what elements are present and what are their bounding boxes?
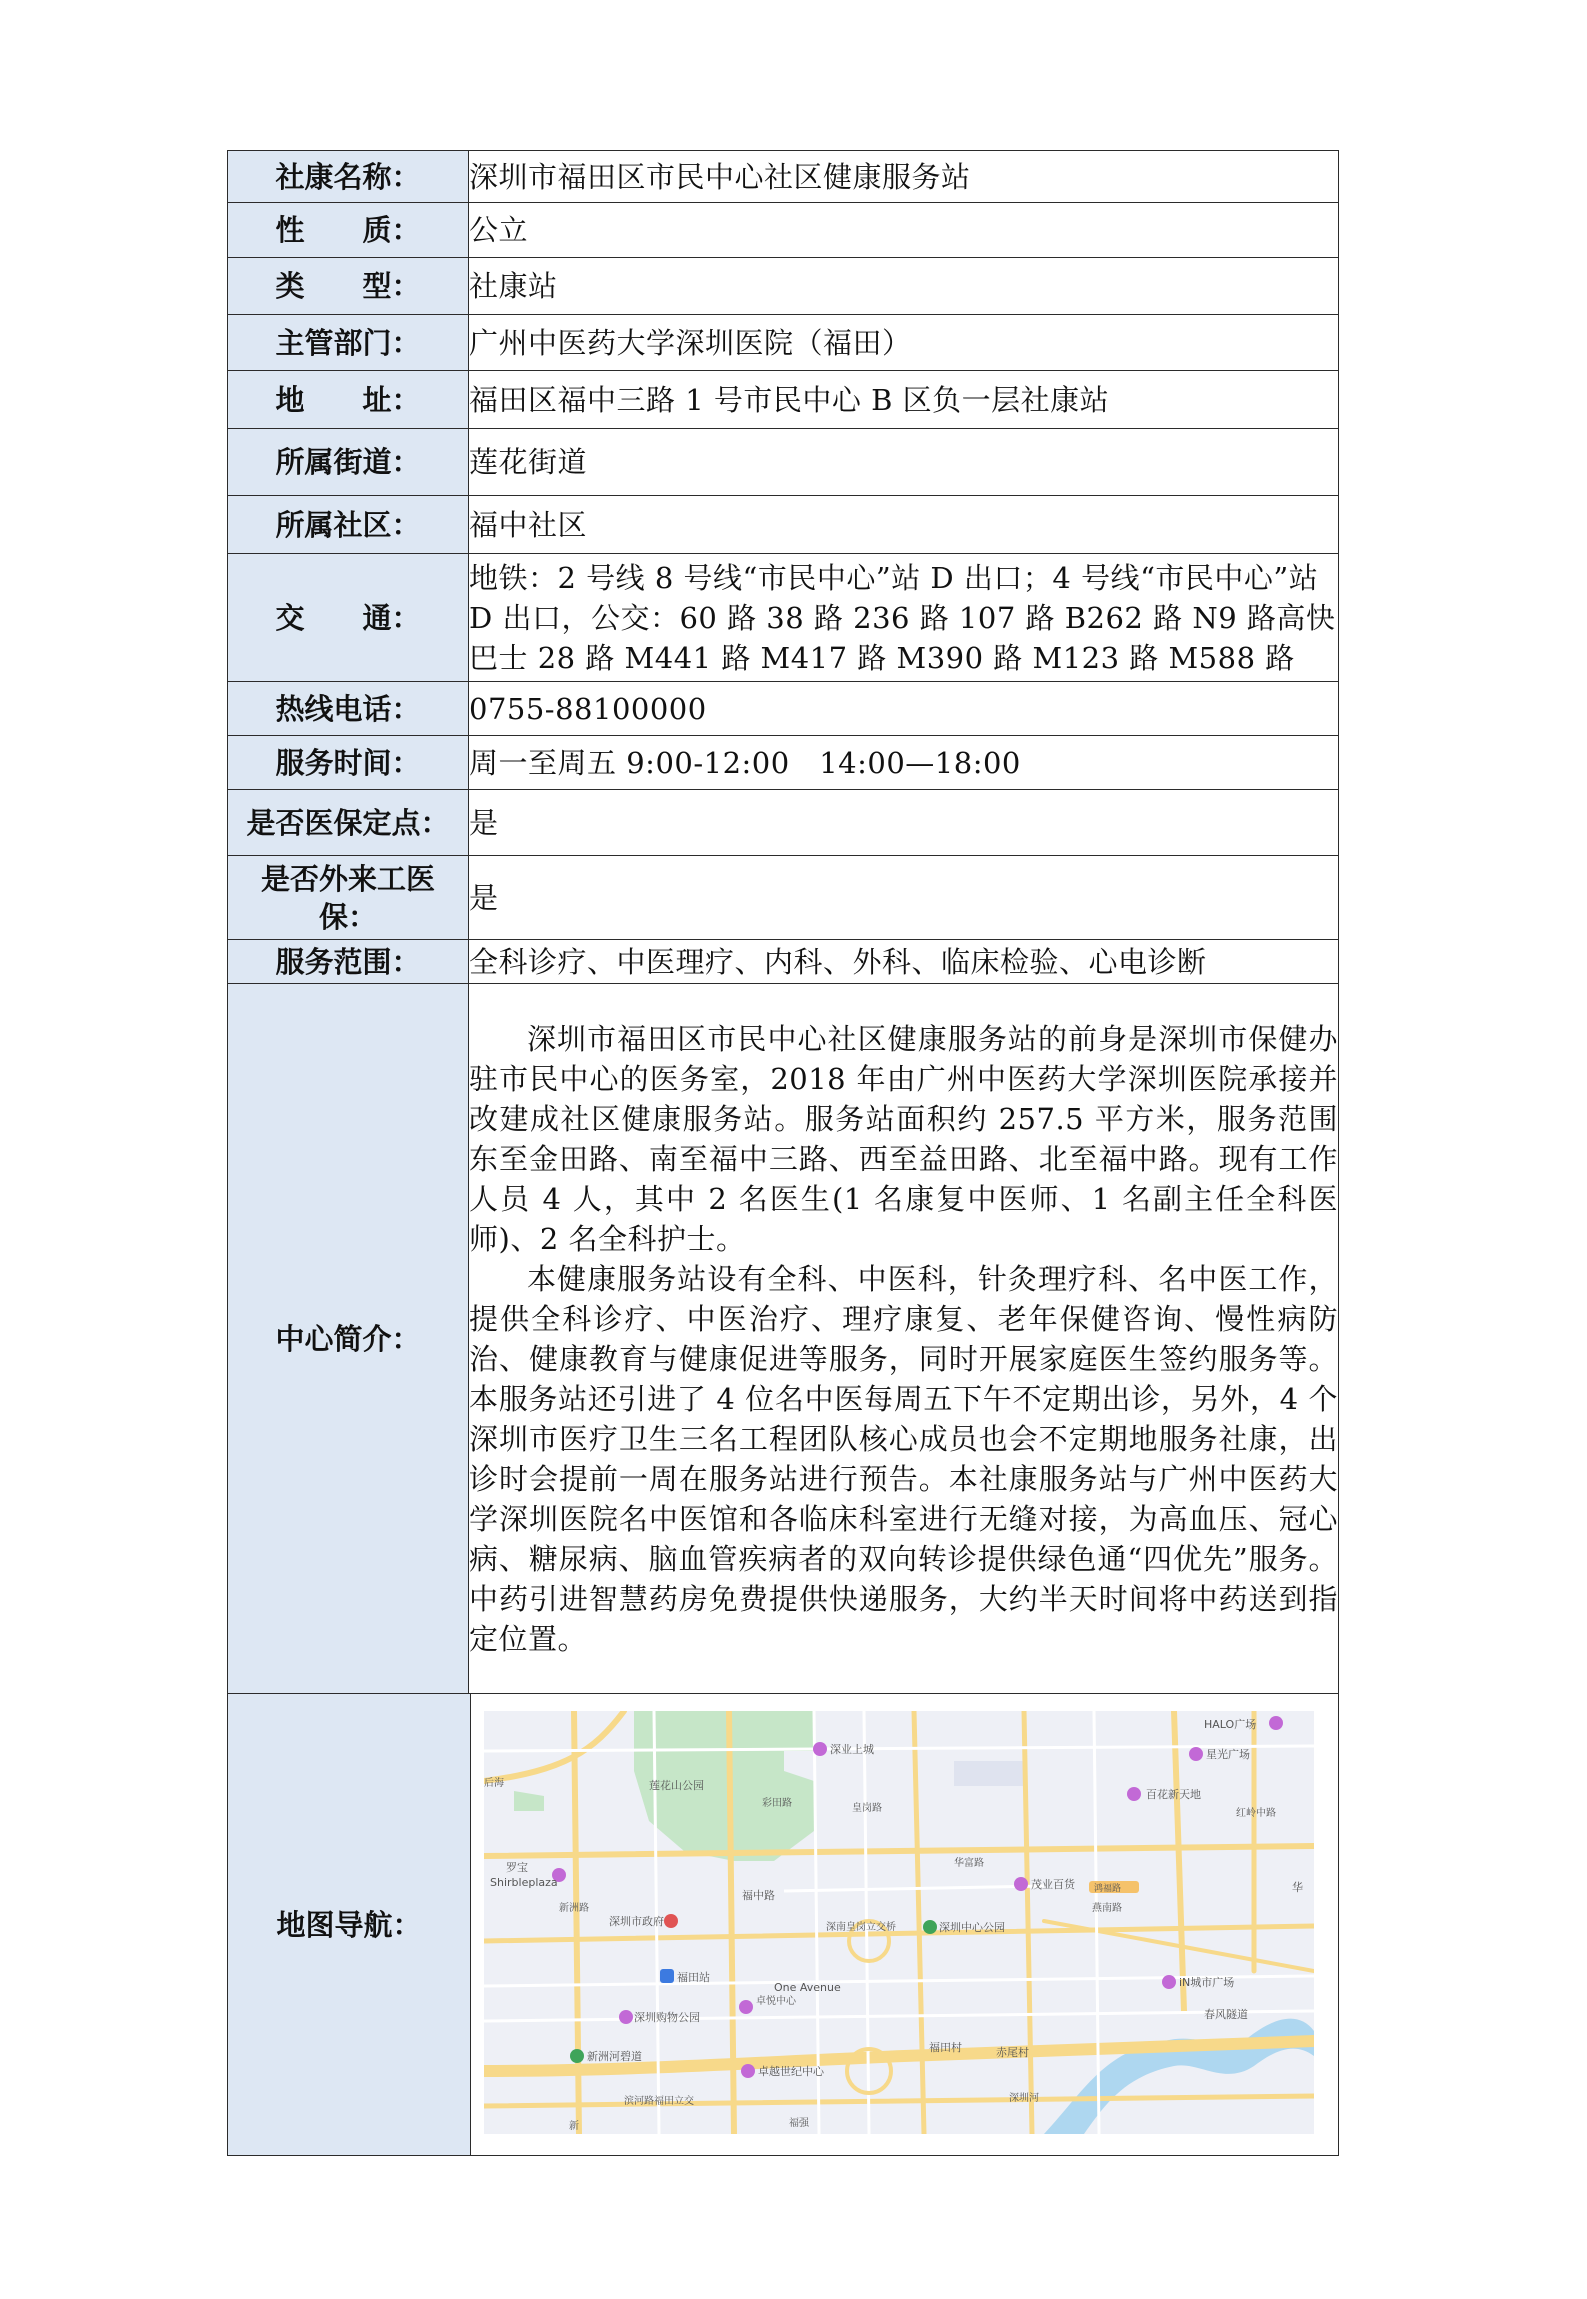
row-intro [228,984,1339,1694]
label-traffic: 交 通： [228,554,469,682]
value-insurance: 是 [469,790,1339,856]
map-label-halo: HALO广场 [1204,1718,1257,1731]
label-street: 所属街道： [228,429,469,496]
map-label-shenzhenhe: 深圳河 [1009,2093,1039,2104]
label-insurance: 是否医保定点： [228,790,469,856]
label-dept: 主管部门： [228,315,469,371]
value-address: 福田区福中三路 1 号市民中心 B 区负一层社康站 [469,371,1339,429]
map-label-chiwei: 赤尾村 [996,2046,1029,2059]
map-label-shopping: 深圳购物公园 [634,2011,700,2024]
map-label-hutian: 华 [1292,1881,1303,1894]
row-migrant [228,856,1339,940]
value-name: 深圳市福田区市民中心社区健康服务站 [469,151,1339,203]
label-intro: 中心简介： [228,984,469,1694]
map-label-caitian: 彩田路 [762,1798,792,1809]
row-nature [228,203,1339,258]
value-nature: 公立 [469,203,1339,258]
map-label-shenye: 深业上城 [830,1743,874,1756]
value-hours: 周一至周五 9:00-12:00 14:00—18:00 [469,736,1339,790]
map-label-lianhuashan: 莲花山公园 [649,1779,704,1792]
map-label-huangnan: 深南皇岗立交桥 [826,1922,896,1933]
label-name: 社康名称： [228,151,469,203]
label-address: 地 址： [228,371,469,429]
label-migrant: 是否外来工医保： [228,856,469,940]
info-table [227,150,1339,1694]
label-type: 类 型： [228,258,469,315]
map-label-hongling: 红岭中路 [1236,1808,1276,1819]
map-label-luobao: 罗宝 [506,1861,528,1874]
row-address [228,371,1339,429]
map-label-huafu: 华富路 [954,1858,984,1869]
value-dept: 广州中医药大学深圳医院（福田） [469,315,1339,371]
row-hours [228,736,1339,790]
value-scope: 全科诊疗、中医理疗、内科、外科、临床检验、心电诊断 [469,940,1339,984]
map-label-futian: 福田站 [677,1971,710,1984]
label-hotline: 热线电话： [228,682,469,736]
value-community: 福中社区 [469,496,1339,554]
row-map [228,1694,1339,2156]
value-traffic: 地铁：2 号线 8 号线“市民中心”站 D 出口；4 号线“市民中心”站 D 出口，公交：60 路 38 路 236 路 107 路 B262 路 N9 路高快巴士 28 路 M441 路 M417 路 M390 路 M123 路 M588 路 [469,554,1339,682]
row-name [228,151,1339,203]
map-label-hanghu: 鸿福路 [1094,1884,1122,1894]
map-label-binhe: 滨河路福田立交 [624,2096,694,2107]
map-label-futiancun: 福田村 [929,2041,962,2054]
map-label-xin: 新 [569,2121,579,2132]
map-label-xingguang: 星光广场 [1206,1748,1250,1761]
row-community [228,496,1339,554]
map-label-zhuoyueshiji: 卓越世纪中心 [758,2065,824,2078]
value-street: 莲花街道 [469,429,1339,496]
map-label-incity: iN城市广场 [1179,1976,1235,1989]
map-label-hou: 后海 [484,1778,504,1789]
intro-paragraph-2: 本健康服务站设有全科、中医科，针灸理疗科、名中医工作，提供全科诊疗、中医治疗、理疗康复、老年保健咨询、慢性病防治、健康教育与健康促进等服务，同时开展家庭医生签约服务等。本服务站还引进了 4 位名中医每周五下午不定期出诊，另外，4 个深圳市医疗卫生三名工程团队核心成员也会不定期地服务社康，出诊时会提前一周在服务站进行预告。本社康服务站与广州中医药大学深圳医院名中医馆和各临床科室进行无缝对接，为高血压、冠心病、糖尿病、脑血管疾病者的双向转诊提供绿色通“四优先”服务。中药引进智慧药房免费提供快递服务，大约半天时间将中药送到指定位置。 [469,1261,1338,1656]
row-traffic [228,554,1339,682]
map-label-govt: 深圳市政府 [609,1915,664,1928]
map-label-fuzhong: 福中路 [742,1889,775,1902]
row-hotline [228,682,1339,736]
row-insurance [228,790,1339,856]
row-scope [228,940,1339,984]
map-label-huanggang: 皇岗路 [852,1803,882,1814]
value-type: 社康站 [469,258,1339,315]
row-dept [228,315,1339,371]
label-nature: 性 质： [228,203,469,258]
map-label-xinzhouhe: 新洲河碧道 [587,2050,642,2063]
value-migrant: 是 [469,856,1339,940]
intro-paragraph-1: 深圳市福田区市民中心社区健康服务站的前身是深圳市保健办驻市民中心的医务室，2018 年由广州中医药大学深圳医院承接并改建成社区健康服务站。服务站面积约 257.5 平方米，服务范围东至金田路、南至福中三路、西至益田路、北至福中路。现有工作人员 4 人，其中 2 名医生(1 名康复中医师、1 名副主任全科医师)、2 名全科护士。 [469,1021,1338,1256]
map-label-fuqiang: 福强 [789,2118,809,2129]
map-label-zhuoyue: 卓悦中心 [756,1996,796,2007]
value-intro [469,984,1339,1694]
map-label-civiccenter: 深圳中心公园 [939,1921,1005,1934]
map-cell [471,1694,1339,2156]
map-label-yannan: 燕南路 [1092,1903,1122,1914]
map-table [227,1693,1339,2156]
row-type [228,258,1339,315]
map-label-chunfeng: 春风隧道 [1204,2008,1248,2021]
value-hotline: 0755-88100000 [469,682,1339,736]
map-label-shirble: Shirbleplaza [490,1876,558,1889]
label-scope: 服务范围： [228,940,469,984]
map-label-oneave: One Avenue [774,1981,841,1994]
map-label-baihua: 百花新天地 [1146,1788,1201,1801]
map-label-xinzhou: 新洲路 [559,1903,589,1914]
map-image[interactable] [484,1711,1314,2134]
label-community: 所属社区： [228,496,469,554]
row-street [228,429,1339,496]
map-label-maoye: 茂业百货 [1031,1878,1075,1891]
label-hours: 服务时间： [228,736,469,790]
label-map: 地图导航： [228,1694,471,2156]
